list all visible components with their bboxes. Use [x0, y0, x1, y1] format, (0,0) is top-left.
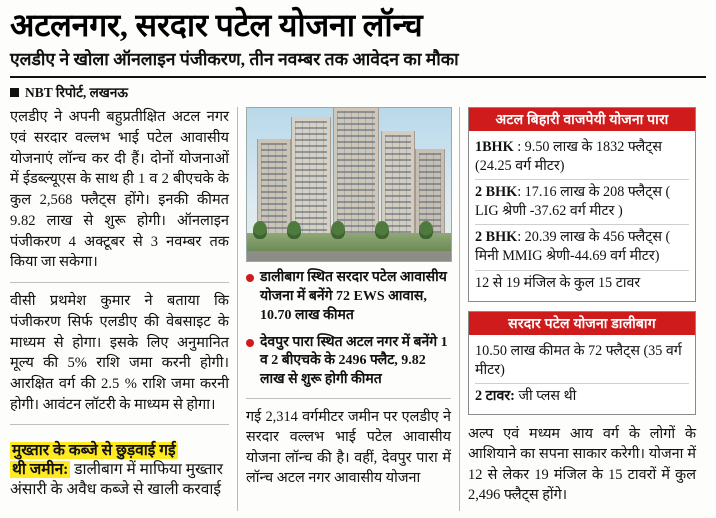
photo-container: [246, 107, 451, 262]
table-row: 2 BHK: 20.39 लाख के 456 फ्लैट्स ( मिनी MMIG श्रेणी-44.69 वर्ग मीटर): [475, 225, 689, 270]
paragraph-2: वीसी प्रथमेश कुमार ने बताया कि पंजीकरण सिर्फ एलडीए की वेबसाइट के माध्यम से होगा। इसके लिए अनुमानित मूल्य की 5% राशि जमा करनी होगी। आरक्षित वर्ग की 2.5 % राशि जमा करनी होगी। आवंटन लॉटरी के माध्यम से होगा।: [10, 293, 229, 413]
tree-icon: [375, 221, 389, 239]
divider-thin: [10, 282, 229, 283]
table-row: 2 BHK: 17.16 लाख के 208 फ्लैट्स ( LIG श्रेणी -37.62 वर्ग मीटर ): [475, 180, 689, 225]
table-row: 2 टावर: जी प्लस थी: [475, 387, 577, 404]
caption-text: देवपुर पारा स्थित अटल नगर में बनेंगे 1 व 2 बीएचके के 2496 फ्लैट, 9.82 लाख से शुरू होगी कीमत: [260, 334, 448, 388]
column-right: [460, 107, 696, 511]
table-row: 10.50 लाख कीमत के 72 फ्लैट्स (35 वर्ग मीटर): [475, 339, 689, 384]
byline: NBT रिपोर्ट, लखनऊ: [25, 85, 128, 101]
tower-3: [333, 107, 379, 235]
tree-icon: [287, 221, 301, 239]
column-middle: [238, 107, 460, 511]
info-box-atal-bihari: [468, 107, 696, 301]
tree-icon: [419, 221, 433, 239]
tree-icon: [331, 221, 345, 239]
list-item: [246, 334, 451, 390]
divider-thin: [246, 398, 451, 399]
inline-subheading-line1: मुख्तार के कब्जे से छुड़वाई गई: [12, 441, 176, 459]
info-box-title: सरदार पटेल योजना डालीबाग: [469, 312, 695, 335]
paragraph-1: एलडीए ने अपनी बहुप्रतीक्षित अटल नगर एवं सरदार वल्लभ भाई पटेल आवासीय योजनाएं लॉन्च कर दी हैं। दोनों योजनाओं में ईडब्ल्यूएस के साथ ही 1 व 2 बीएचके के कुल 2,568 फ्लैट्स होंगे। इनकी कीमत 9.82 लाख से शुरू होगी। ऑनलाइन पंजीकरण 4 अक्टूबर से 3 नवम्बर तक किया जा सकेगा।: [10, 109, 229, 271]
inline-subheading: [10, 441, 229, 499]
table-row: 12 से 19 मंजिल के कुल 15 टावर: [475, 274, 641, 291]
paragraph-right-tail: अल्प एवं मध्यम आय वर्ग के लोगों के आशियाने का सपना साकार करेगी। योजना में 12 से लेकर 19 मंजिल के 15 टावरों में कुल 2,496 फ्लैट्स होंगे।: [468, 425, 696, 503]
inline-subheading-line2: थी जमीन:: [12, 461, 69, 479]
road: [247, 251, 451, 261]
caption-text: डालीबाग स्थित सरदार पटेल आवासीय योजना में बनेंगे 72 EWS आवास, 10.70 लाख कीमत: [260, 270, 447, 323]
divider-thick: [10, 76, 706, 79]
tower-2: [291, 117, 331, 235]
info-box-body: [469, 335, 695, 414]
bullet-icon: [246, 339, 254, 347]
paragraph-continued: गई 2,314 वर्गमीटर जमीन पर एलडीए ने सरदार वल्लभ भाई पटेल आवासीय योजना लॉन्च की है। वहीं, देवपुर पारा में लॉन्च अटल नगर आवासीय योजना: [246, 408, 451, 487]
info-box-body: [469, 131, 695, 300]
byline-row: [10, 83, 706, 101]
divider-thin: [10, 424, 229, 425]
square-marker-icon: [10, 88, 19, 97]
bullet-icon: [246, 274, 254, 282]
info-box-title: अटल बिहारी वाजपेयी योजना पारा: [469, 108, 695, 131]
caption-list: [246, 269, 451, 390]
housing-towers-photo: [246, 107, 452, 262]
table-row: 1BHK : 9.50 लाख के 1832 फ्लैट्स (24.25 वर्ग मीटर): [475, 135, 689, 180]
columns-container: [10, 107, 706, 511]
info-box-sardar-patel: [468, 311, 696, 415]
column-left: [10, 107, 238, 511]
subheadline: एलडीए ने खोला ऑनलाइन पंजीकरण, तीन नवम्बर तक आवेदन का मौका: [10, 48, 459, 69]
inline-subheading-rest: डालीबाग में माफिया मुख्तार अंसारी के अवैध कब्जे से खाली करवाई: [10, 461, 223, 498]
tower-4: [381, 131, 415, 235]
tree-icon: [253, 221, 267, 239]
page-title: अटलनगर, सरदार पटेल योजना लॉन्च: [10, 7, 423, 43]
list-item: [246, 269, 451, 325]
